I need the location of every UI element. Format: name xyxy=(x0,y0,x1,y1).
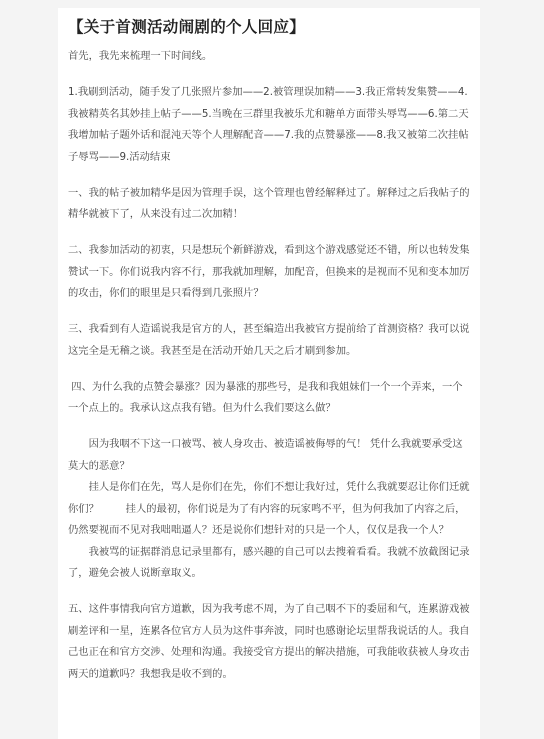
blame-sentence-one: 挂人是你们在先，骂人是你们在先，你们不想让我好过，凭什么我就要忍让你们迁就你们？ xyxy=(68,481,470,515)
article-page xyxy=(58,8,480,739)
blame-paragraph xyxy=(68,477,470,542)
timeline-paragraph: 1.我刷到活动，随手发了几张照片参加——2.被管理误加精——3.我正常转发集赞——4.我被精英名其妙挂上帖子——5.当晚在三群里我被乐尤和糖单方面带头辱骂——6.第二天我增加帖子题外话和混沌天等个人理解配音——7.我的点赞暴涨——8.我又被第二次挂帖子辱骂——9.活动结束 xyxy=(68,86,469,163)
intro-paragraph: 首先，我先来梳理一下时间线。 xyxy=(68,50,213,62)
article-body xyxy=(58,8,480,685)
evidence-paragraph: 我被骂的证据群消息记录里都有，感兴趣的自己可以去搜着看看。我就不放截图记录了，避免会被人说断章取义。 xyxy=(68,545,470,579)
point-two-paragraph: 二、我参加活动的初衷，只是想玩个新鲜游戏，看到这个游戏感觉还不错，所以也转发集赞试一下。你们说我内容不行，那我就加理解，加配音，但换来的是视而不见和变本加厉的攻击，你们的眼里是只看得到几张照片？ xyxy=(68,244,470,299)
point-one-paragraph: 一、我的帖子被加精华是因为管理手误，这个管理也曾经解释过了。解释过之后我帖子的精华就被下了，从来没有过二次加精！ xyxy=(68,186,470,220)
point-three-paragraph: 三、我看到有人造谣说我是官方的人，甚至编造出我被官方提前给了首测资格？我可以说这完全是无稽之谈。我甚至是在活动开始几天之后才刷到参加。 xyxy=(68,323,470,357)
anger-paragraph: 因为我咽不下这一口被骂、被人身攻击、被造谣被侮辱的气！ 凭什么我就要承受这莫大的恶意？ xyxy=(68,438,463,472)
point-five-paragraph: 五、这件事情我向官方道歉，因为我考虑不周，为了自己咽不下的委屈和气，连累游戏被刷差评和一星，连累各位官方人员为这件事奔波，同时也感谢论坛里帮我说话的人。我自己也正在和官方交涉、处理和沟通。我接受官方提出的解决措施，可我能收获被人身攻击两天的道歉吗？我想我是收不到的。 xyxy=(68,603,470,680)
point-four-paragraph: 四、为什么我的点赞会暴涨？因为暴涨的那些号，是我和我姐妹们一个一个弄来，一个一个点上的。我承认这点我有错。但为什么我们要这么做？ xyxy=(68,380,463,414)
article-title: 【关于首测活动闹剧的个人回应】 xyxy=(68,18,306,36)
blame-sentence-two: 挂人的最初，你们说是为了有内容的玩家鸣不平，但为何我加了内容之后，仍然要视而不见对我咄咄逼人？还是说你们想针对的只是一个人，仅仅是我一个人？ xyxy=(68,502,466,536)
